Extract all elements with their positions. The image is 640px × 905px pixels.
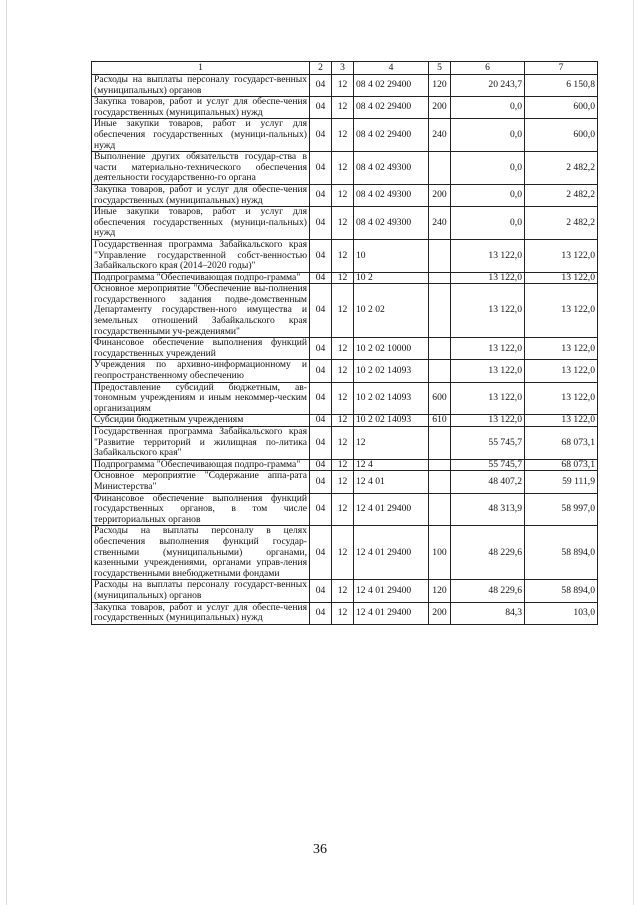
table-row: [92, 471, 598, 493]
row-amount-col7-cell: 58 894,0: [525, 580, 598, 602]
row-amount-col7-cell: 6 150,8: [525, 75, 598, 97]
row-name-cell: Расходы на выплаты персоналу государст-венных (муниципальных) органов: [92, 580, 310, 602]
table-row: [92, 382, 598, 415]
row-section-cell: 04: [310, 184, 332, 206]
row-amount-col6-cell: 13 122,0: [451, 239, 525, 272]
row-target-article-cell: 10 2 02 14093: [354, 360, 429, 382]
table-row: [92, 152, 598, 185]
row-amount-col6-cell: 13 122,0: [451, 360, 525, 382]
row-amount-col7-cell: 13 122,0: [525, 338, 598, 360]
row-name-cell: Учреждения по архивно-информационному и геопространственному обеспечению: [92, 360, 310, 382]
row-name-cell: Субсидии бюджетным учреждениям: [92, 415, 310, 427]
row-section-cell: 04: [310, 360, 332, 382]
row-section-cell: 04: [310, 602, 332, 624]
page-edge-left: [6, 0, 7, 905]
row-section-cell: 04: [310, 427, 332, 460]
row-target-article-cell: 10 2 02: [354, 284, 429, 338]
row-amount-col7-cell: 68 073,1: [525, 459, 598, 471]
row-subsection-cell: 12: [332, 184, 354, 206]
row-amount-col7-cell: 58 894,0: [525, 526, 598, 580]
row-name-cell: Расходы на выплаты персоналу государст-венных (муниципальных) органов: [92, 75, 310, 97]
header-col-3: 3: [332, 62, 354, 75]
row-section-cell: 04: [310, 119, 332, 152]
row-expense-type-cell: [429, 239, 451, 272]
row-subsection-cell: 12: [332, 459, 354, 471]
row-subsection-cell: 12: [332, 338, 354, 360]
row-target-article-cell: 08 4 02 29400: [354, 119, 429, 152]
row-subsection-cell: 12: [332, 526, 354, 580]
row-expense-type-cell: 200: [429, 97, 451, 119]
row-subsection-cell: 12: [332, 471, 354, 493]
row-section-cell: 04: [310, 526, 332, 580]
row-expense-type-cell: 120: [429, 580, 451, 602]
row-amount-col6-cell: 0,0: [451, 152, 525, 185]
row-target-article-cell: 08 4 02 49300: [354, 184, 429, 206]
row-subsection-cell: 12: [332, 580, 354, 602]
row-expense-type-cell: [429, 152, 451, 185]
row-name-cell: Государственная программа Забайкальского края "Развитие территорий и жилищная по-литика Забайкальского края": [92, 427, 310, 460]
row-expense-type-cell: [429, 360, 451, 382]
row-section-cell: 04: [310, 459, 332, 471]
table-row: [92, 526, 598, 580]
row-name-cell: Основное мероприятие "Обеспечение вы-полнения государственного задания подве-домственным Департаменту государствен-ного имущества и земельных отношений Забайкальского края государственными уч-реждениями": [92, 284, 310, 338]
row-section-cell: 04: [310, 284, 332, 338]
row-amount-col7-cell: 13 122,0: [525, 360, 598, 382]
table-row: [92, 493, 598, 526]
row-name-cell: Финансовое обеспечение выполнения функций государственных учреждений: [92, 338, 310, 360]
row-amount-col7-cell: 600,0: [525, 97, 598, 119]
row-expense-type-cell: [429, 427, 451, 460]
row-amount-col7-cell: 13 122,0: [525, 272, 598, 284]
row-section-cell: 04: [310, 338, 332, 360]
row-name-cell: Подпрограмма "Обеспечивающая подпро-грамма": [92, 272, 310, 284]
row-section-cell: 04: [310, 207, 332, 240]
row-name-cell: Государственная программа Забайкальского края "Управление государственной собст-венностью Забайкальского края (2014–2020 годы)": [92, 239, 310, 272]
row-subsection-cell: 12: [332, 415, 354, 427]
row-expense-type-cell: 200: [429, 184, 451, 206]
row-section-cell: 04: [310, 382, 332, 415]
table-row: [92, 239, 598, 272]
row-subsection-cell: 12: [332, 207, 354, 240]
row-amount-col7-cell: 58 997,0: [525, 493, 598, 526]
row-amount-col6-cell: 48 313,9: [451, 493, 525, 526]
table-row: [92, 360, 598, 382]
header-col-5: 5: [429, 62, 451, 75]
row-section-cell: 04: [310, 152, 332, 185]
row-name-cell: Закупка товаров, работ и услуг для обеспе-чения государственных (муниципальных) нужд: [92, 602, 310, 624]
row-amount-col6-cell: 13 122,0: [451, 382, 525, 415]
row-target-article-cell: 12 4 01 29400: [354, 526, 429, 580]
row-subsection-cell: 12: [332, 427, 354, 460]
row-amount-col7-cell: 59 111,9: [525, 471, 598, 493]
row-section-cell: 04: [310, 272, 332, 284]
row-expense-type-cell: 200: [429, 602, 451, 624]
row-expense-type-cell: [429, 471, 451, 493]
row-amount-col7-cell: 13 122,0: [525, 284, 598, 338]
row-target-article-cell: 12 4 01: [354, 471, 429, 493]
row-name-cell: Предоставление субсидий бюджетным, ав-тономным учреждениям и иным некоммер-ческим организациям: [92, 382, 310, 415]
row-amount-col6-cell: 13 122,0: [451, 338, 525, 360]
row-amount-col7-cell: 2 482,2: [525, 184, 598, 206]
table-row: [92, 207, 598, 240]
row-amount-col7-cell: 2 482,2: [525, 152, 598, 185]
table-row: [92, 580, 598, 602]
row-amount-col6-cell: 0,0: [451, 97, 525, 119]
row-target-article-cell: 08 4 02 49300: [354, 152, 429, 185]
row-section-cell: 04: [310, 580, 332, 602]
row-amount-col7-cell: 103,0: [525, 602, 598, 624]
row-target-article-cell: 08 4 02 49300: [354, 207, 429, 240]
row-amount-col7-cell: 2 482,2: [525, 207, 598, 240]
row-subsection-cell: 12: [332, 602, 354, 624]
row-expense-type-cell: [429, 284, 451, 338]
row-subsection-cell: 12: [332, 382, 354, 415]
table-row: [92, 75, 598, 97]
row-subsection-cell: 12: [332, 493, 354, 526]
row-expense-type-cell: 120: [429, 75, 451, 97]
header-col-1: 1: [92, 62, 310, 75]
row-amount-col7-cell: 13 122,0: [525, 382, 598, 415]
row-amount-col6-cell: 13 122,0: [451, 272, 525, 284]
row-name-cell: Выполнение других обязательств государ-ства в части материально-технического обеспечения деятельности государственно-го органа: [92, 152, 310, 185]
row-expense-type-cell: [429, 459, 451, 471]
row-target-article-cell: 12 4 01 29400: [354, 493, 429, 526]
row-expense-type-cell: 600: [429, 382, 451, 415]
row-amount-col7-cell: 600,0: [525, 119, 598, 152]
row-amount-col6-cell: 84,3: [451, 602, 525, 624]
row-section-cell: 04: [310, 75, 332, 97]
row-amount-col6-cell: 0,0: [451, 207, 525, 240]
table-body: [92, 75, 598, 625]
row-name-cell: Закупка товаров, работ и услуг для обеспе-чения государственных (муниципальных) нужд: [92, 184, 310, 206]
row-amount-col6-cell: 20 243,7: [451, 75, 525, 97]
row-target-article-cell: 10 2 02 14093: [354, 415, 429, 427]
row-section-cell: 04: [310, 471, 332, 493]
row-section-cell: 04: [310, 415, 332, 427]
row-name-cell: Финансовое обеспечение выполнения функций государственных органов, в том числе территориальных органов: [92, 493, 310, 526]
row-subsection-cell: 12: [332, 272, 354, 284]
row-target-article-cell: 10 2 02 10000: [354, 338, 429, 360]
table-row: [92, 284, 598, 338]
row-amount-col6-cell: 48 229,6: [451, 526, 525, 580]
row-subsection-cell: 12: [332, 119, 354, 152]
row-subsection-cell: 12: [332, 239, 354, 272]
row-name-cell: Иные закупки товаров, работ и услуг для обеспечения государственных (муници-пальных) нужд: [92, 207, 310, 240]
table-row: [92, 184, 598, 206]
table-row: [92, 272, 598, 284]
row-target-article-cell: 10 2: [354, 272, 429, 284]
row-section-cell: 04: [310, 97, 332, 119]
table-row: [92, 97, 598, 119]
row-subsection-cell: 12: [332, 97, 354, 119]
row-target-article-cell: 08 4 02 29400: [354, 97, 429, 119]
row-target-article-cell: 12: [354, 427, 429, 460]
row-amount-col7-cell: 68 073,1: [525, 427, 598, 460]
row-name-cell: Иные закупки товаров, работ и услуг для обеспечения государственных (муници-пальных) нужд: [92, 119, 310, 152]
row-expense-type-cell: [429, 338, 451, 360]
row-expense-type-cell: 240: [429, 207, 451, 240]
row-subsection-cell: 12: [332, 152, 354, 185]
row-amount-col6-cell: 48 407,2: [451, 471, 525, 493]
table-row: [92, 459, 598, 471]
row-amount-col6-cell: 0,0: [451, 119, 525, 152]
row-amount-col6-cell: 13 122,0: [451, 284, 525, 338]
header-col-7: 7: [525, 62, 598, 75]
table-row: [92, 338, 598, 360]
row-section-cell: 04: [310, 239, 332, 272]
header-col-2: 2: [310, 62, 332, 75]
row-expense-type-cell: 610: [429, 415, 451, 427]
row-subsection-cell: 12: [332, 284, 354, 338]
row-target-article-cell: 12 4: [354, 459, 429, 471]
row-amount-col7-cell: 13 122,0: [525, 415, 598, 427]
header-col-4: 4: [354, 62, 429, 75]
row-amount-col6-cell: 55 745,7: [451, 427, 525, 460]
row-amount-col6-cell: 13 122,0: [451, 415, 525, 427]
row-target-article-cell: 10: [354, 239, 429, 272]
row-expense-type-cell: [429, 493, 451, 526]
row-section-cell: 04: [310, 493, 332, 526]
row-target-article-cell: 12 4 01 29400: [354, 602, 429, 624]
table-row: [92, 602, 598, 624]
row-name-cell: Закупка товаров, работ и услуг для обеспе-чения государственных (муниципальных) нужд: [92, 97, 310, 119]
header-col-6: 6: [451, 62, 525, 75]
budget-table: [91, 61, 598, 625]
table-row: [92, 415, 598, 427]
row-expense-type-cell: 240: [429, 119, 451, 152]
row-name-cell: Основное мероприятие "Содержание аппа-рата Министерства": [92, 471, 310, 493]
row-target-article-cell: 10 2 02 14093: [354, 382, 429, 415]
table-header-row: [92, 62, 598, 75]
row-target-article-cell: 08 4 02 29400: [354, 75, 429, 97]
row-amount-col6-cell: 55 745,7: [451, 459, 525, 471]
row-subsection-cell: 12: [332, 75, 354, 97]
row-expense-type-cell: 100: [429, 526, 451, 580]
row-name-cell: Расходы на выплаты персоналу в целях обеспечения выполнения функций государ-ственными (муниципальными) органами, казенными учреждениями, органами управ-ления государственными внебюджетными фондами: [92, 526, 310, 580]
row-amount-col7-cell: 13 122,0: [525, 239, 598, 272]
row-amount-col6-cell: 0,0: [451, 184, 525, 206]
row-amount-col6-cell: 48 229,6: [451, 580, 525, 602]
row-name-cell: Подпрограмма "Обеспечивающая подпро-грамма": [92, 459, 310, 471]
row-expense-type-cell: [429, 272, 451, 284]
row-subsection-cell: 12: [332, 360, 354, 382]
page-number: 36: [313, 842, 327, 857]
table-row: [92, 119, 598, 152]
row-target-article-cell: 12 4 01 29400: [354, 580, 429, 602]
page-edge-right: [633, 0, 634, 905]
table-row: [92, 427, 598, 460]
